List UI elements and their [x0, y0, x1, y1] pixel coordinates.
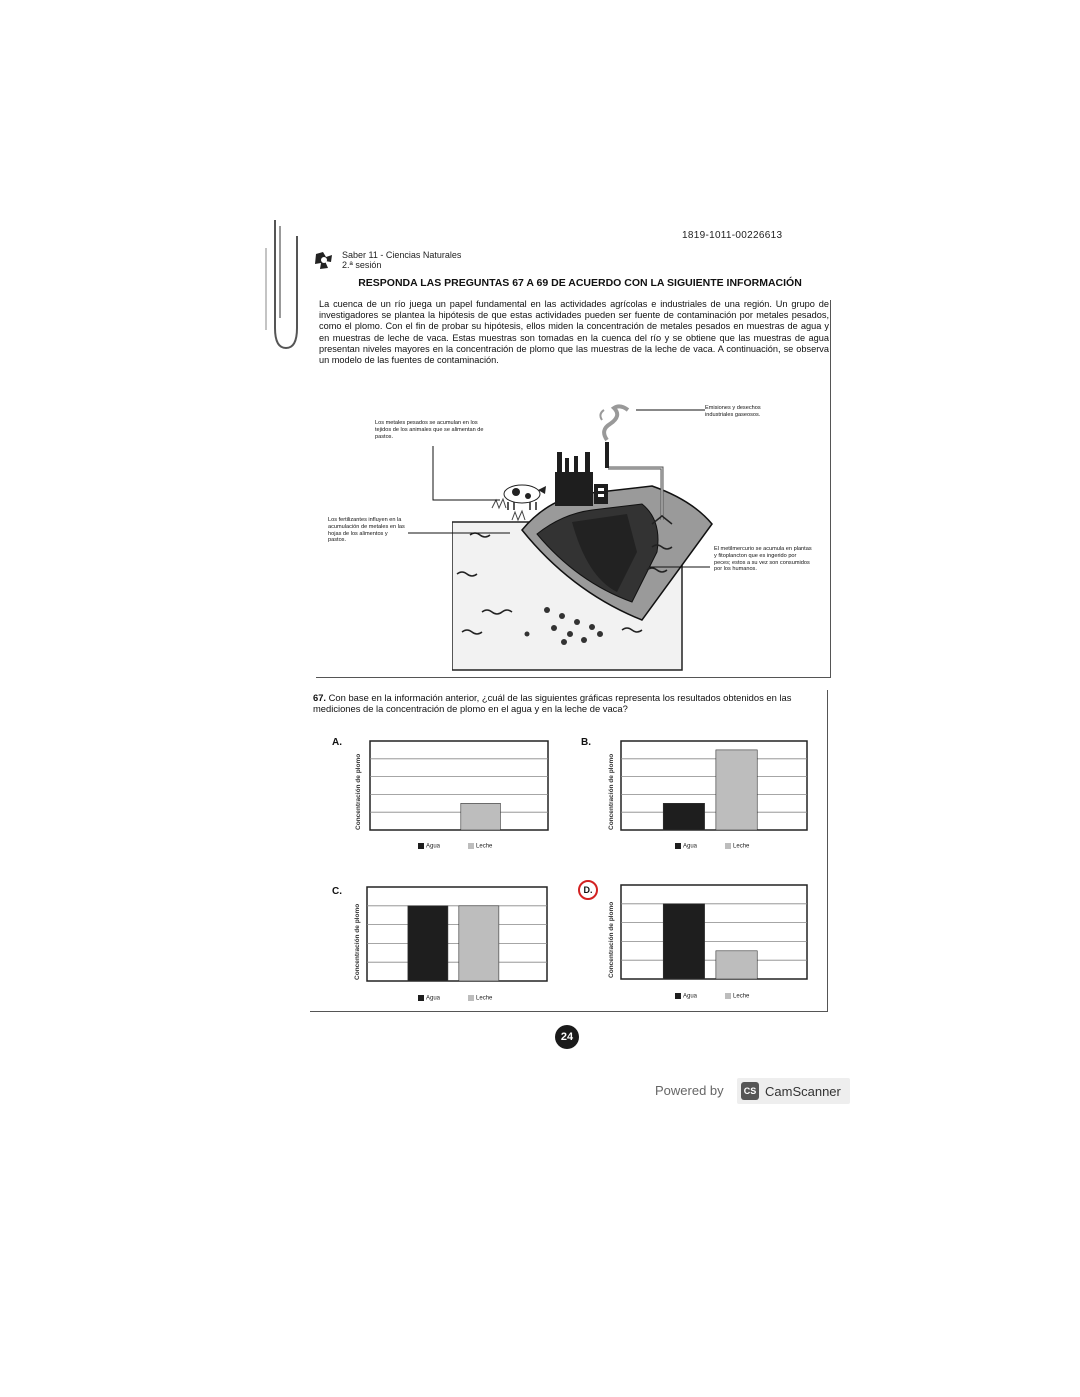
legend-label: Leche [476, 843, 493, 850]
answer-box-border-bottom [310, 1011, 828, 1012]
answer-box-border-right [827, 690, 828, 1012]
chart-frame [621, 885, 807, 979]
bar-leche [459, 906, 499, 981]
camscanner-icon: CS [741, 1082, 759, 1100]
legend-label: Leche [476, 995, 493, 1002]
bar-agua [408, 906, 448, 981]
page-number: 24 [555, 1025, 579, 1049]
option-letter-1[interactable]: B. [581, 737, 591, 748]
legend-swatch [418, 995, 424, 1001]
legend-item [725, 843, 749, 850]
camscanner-brand: CamScanner [765, 1083, 841, 1099]
camscanner-logo [737, 1078, 850, 1104]
legend-item [468, 995, 492, 1002]
chart-ylabel: Concentración de plomo [608, 753, 615, 830]
label-emissions: Emisiones y desechos industriales gaseosos. [705, 405, 761, 418]
exam-title: Saber 11 - Ciencias Naturales [342, 250, 462, 260]
option-letter-2[interactable]: C. [332, 886, 342, 897]
legend-swatch [675, 993, 681, 999]
question-text: Con base en la información anterior, ¿cuál de las siguientes gráficas representa los resultados obtenidos en las mediciones de la concentración de plomo en el agua y en la leche de vaca? [313, 692, 792, 715]
bar-leche [716, 750, 757, 830]
bar-leche [716, 951, 757, 979]
chart-frame [370, 741, 548, 830]
label-fertilizers: Los fertilizantes influyen en la acumulación de metales en las hojas de los alimentos y pastos. [328, 517, 405, 544]
legend-item [675, 843, 697, 850]
exam-header [342, 250, 461, 270]
diagram-leader-lines [400, 400, 720, 580]
legend-item [675, 993, 697, 1000]
legend-item [468, 843, 492, 850]
bar-chart-option-0 [369, 740, 549, 831]
exam-session: 2.ª sesión [342, 260, 382, 270]
bar-agua [663, 904, 704, 979]
chart-legend [675, 843, 749, 850]
powered-by: Powered by [655, 1083, 724, 1098]
chart-ylabel: Concentración de plomo [355, 753, 362, 830]
chart-legend [418, 995, 492, 1002]
legend-label: Agua [426, 843, 441, 850]
bar-leche [461, 803, 501, 830]
legend-label: Leche [733, 843, 750, 850]
label-animals: Los metales pesados se acumulan en los tejidos de los animales que se alimentan de pastos. [375, 420, 484, 440]
legend-swatch [725, 993, 731, 999]
legend-item [418, 995, 440, 1002]
chart-frame [621, 741, 807, 830]
instructions-heading: RESPONDA LAS PREGUNTAS 67 A 69 DE ACUERDO CON LA SIGUIENTE INFORMACIÓN [358, 277, 802, 289]
intro-paragraph: La cuenca de un río juega un papel fundamental en las actividades agrícolas e industriales de una región. Un grupo de investigadores se plantea la hipótesis de que estas actividades pueden ser fuente de contaminación por metales pesados, como el plomo. Con el fin de probar su hipótesis, ellos miden la concentración de metales pesados en muestras de agua y en muestras de leche de vaca. Estas muestras son tomadas en la cuenca del río y se obtiene que las muestras de agua presentan niveles mayores en la concentración de plomo que las muestras de la leche de vaca. A continuación, se observa un modelo de las fuentes de contaminación. [319, 299, 829, 366]
chart-legend [675, 993, 749, 1000]
chart-frame [367, 887, 547, 981]
bar-chart-option-3 [620, 884, 808, 980]
option-letter-selected[interactable]: D. [578, 880, 598, 900]
legend-label: Agua [683, 993, 698, 1000]
legend-swatch [675, 843, 681, 849]
bar-agua [663, 803, 704, 830]
option-letter-0[interactable]: A. [332, 737, 342, 748]
chart-legend [418, 843, 492, 850]
legend-label: Agua [426, 995, 441, 1002]
legend-item [418, 843, 440, 850]
paper-clip-icon [262, 218, 302, 353]
bar-chart-option-1 [620, 740, 808, 831]
question-number: 67. [313, 692, 327, 703]
document-code: 1819-1011-00226613 [682, 230, 783, 241]
chart-ylabel: Concentración de plomo [354, 903, 361, 980]
question-67 [313, 692, 823, 715]
legend-swatch [468, 843, 474, 849]
legend-swatch [468, 995, 474, 1001]
box-border-bottom [316, 677, 830, 678]
label-methylmercury: El metilmercurio se acumula en plantas y fitoplancton que es ingerido por peces; estos a su vez son consumidos por los humanos. [714, 546, 812, 573]
chart-ylabel: Concentración de plomo [608, 901, 615, 978]
bar-chart-option-2 [366, 886, 548, 982]
legend-label: Leche [733, 993, 750, 1000]
legend-swatch [418, 843, 424, 849]
legend-label: Agua [683, 843, 698, 850]
icfes-logo-icon [314, 251, 334, 271]
legend-swatch [725, 843, 731, 849]
legend-item [725, 993, 749, 1000]
